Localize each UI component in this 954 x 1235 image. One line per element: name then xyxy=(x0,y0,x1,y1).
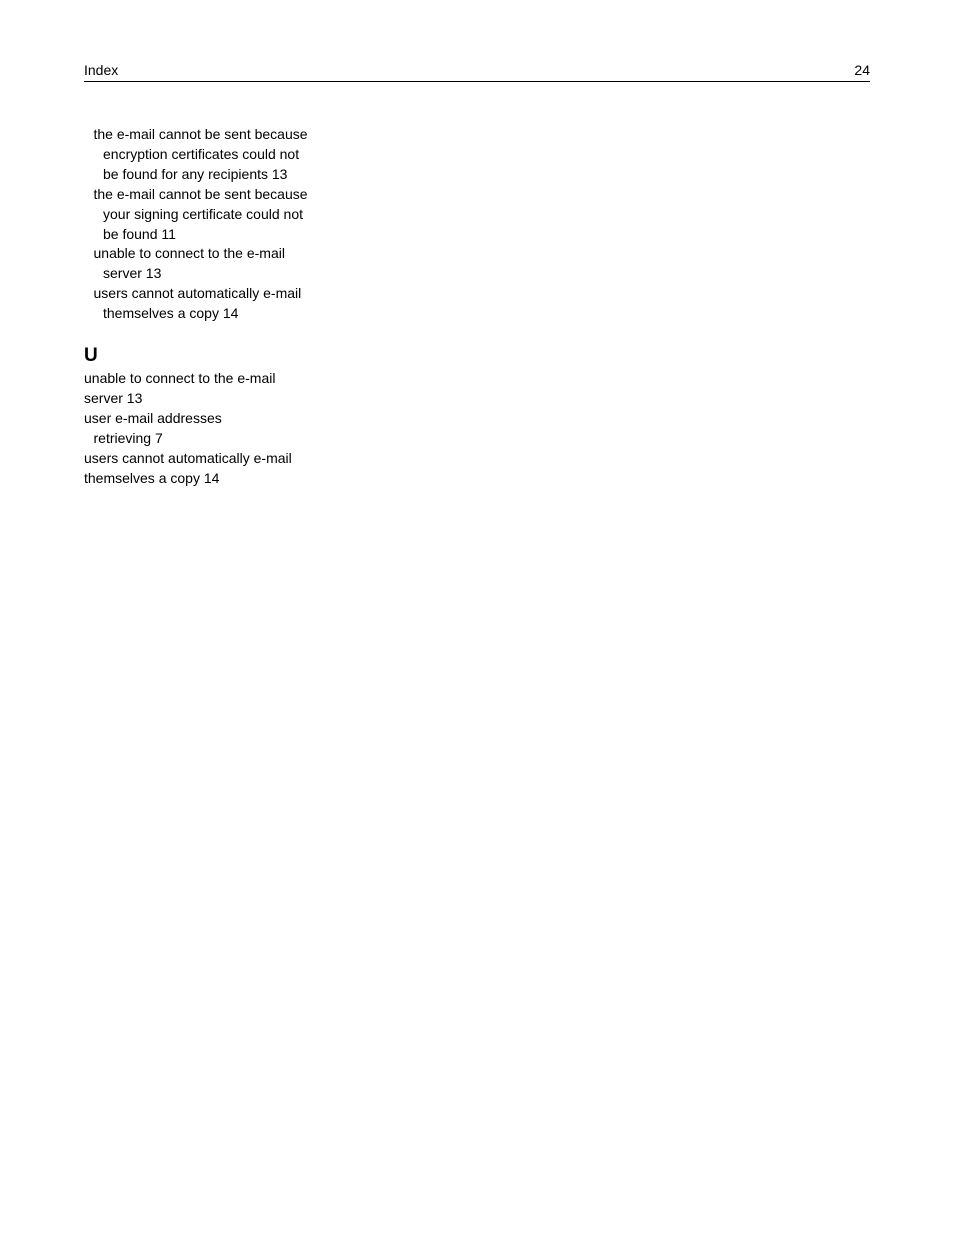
index-subentry xyxy=(84,125,344,185)
index-column xyxy=(84,125,344,489)
entry-line: unable to connect to the e-mail xyxy=(84,370,276,387)
index-subentry xyxy=(84,244,344,284)
page-header xyxy=(84,61,870,81)
index-entry xyxy=(84,369,344,409)
entry-line: users cannot automatically e-mail xyxy=(84,449,292,466)
subentry-line: the e-mail cannot be sent because xyxy=(93,185,308,202)
index-subentry xyxy=(84,284,344,324)
entry-line: server 13 xyxy=(84,389,143,406)
subentry-line: your signing certificate could not xyxy=(103,205,303,222)
subentry-line: be found 11 xyxy=(103,225,176,242)
header-divider xyxy=(84,81,870,82)
subentry-line: users cannot automatically e-mail xyxy=(93,285,302,302)
index-entry xyxy=(84,409,344,449)
subentry-line: themselves a copy 14 xyxy=(103,305,239,322)
subentry-line: be found for any recipients 13 xyxy=(103,165,288,182)
subentry-line: encryption certificates could not xyxy=(103,145,300,162)
subentry-line: unable to connect to the e-mail xyxy=(93,245,285,262)
index-letter-heading: U xyxy=(84,345,98,367)
entry-line: user e-mail addresses xyxy=(84,409,222,426)
index-entry xyxy=(84,449,344,489)
index-subentry xyxy=(84,185,344,245)
subentry-line: server 13 xyxy=(103,265,162,282)
entry-line: themselves a copy 14 xyxy=(84,469,220,486)
entry-subline: retrieving 7 xyxy=(93,429,163,446)
header-page-number: 24 xyxy=(854,62,870,78)
subentry-line: the e-mail cannot be sent because xyxy=(93,126,308,142)
header-section-title: Index xyxy=(84,62,119,78)
